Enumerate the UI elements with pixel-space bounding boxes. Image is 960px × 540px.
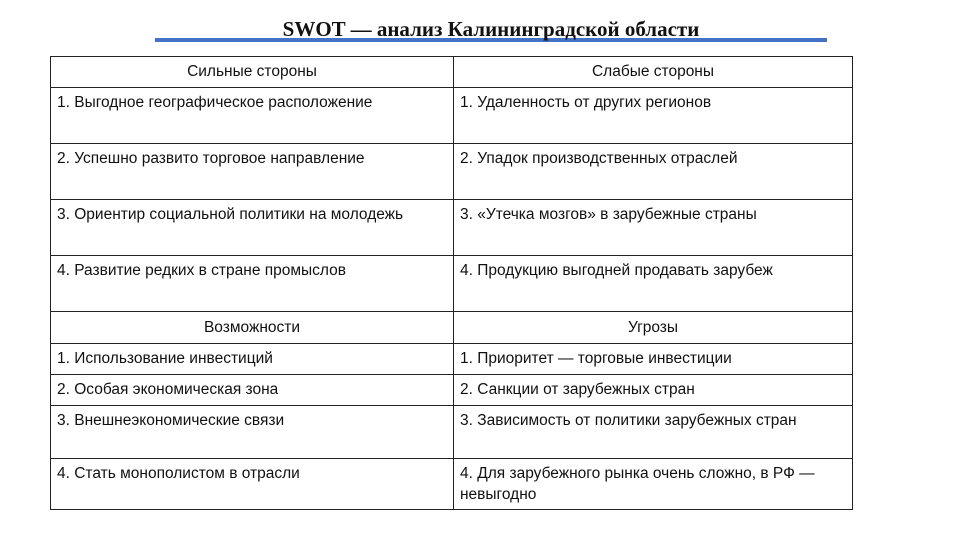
table-row <box>51 375 853 406</box>
opportunity-item: 1. Использование инвестиций <box>51 344 454 375</box>
opportunity-item: 4. Стать монополистом в отрасли <box>51 459 454 510</box>
weakness-item: 1. Удаленность от других регионов <box>454 88 853 144</box>
weakness-item: 2. Упадок производственных отраслей <box>454 144 853 200</box>
strength-item: 2. Успешно развито торговое направление <box>51 144 454 200</box>
threat-item: 2. Санкции от зарубежных стран <box>454 375 853 406</box>
strengths-header: Сильные стороны <box>51 57 454 88</box>
weaknesses-header: Слабые стороны <box>454 57 853 88</box>
weakness-item: 4. Продукцию выгодней продавать зарубеж <box>454 256 853 312</box>
strength-item: 1. Выгодное географическое расположение <box>51 88 454 144</box>
swot-table <box>50 56 853 510</box>
table-row <box>51 88 853 144</box>
table-row <box>51 406 853 459</box>
threat-item: 4. Для зарубежного рынка очень сложно, в РФ — невыгодно <box>454 459 853 510</box>
table-header-row <box>51 312 853 344</box>
table-header-row <box>51 57 853 88</box>
weakness-item: 3. «Утечка мозгов» в зарубежные страны <box>454 200 853 256</box>
threat-item: 1. Приоритет — торговые инвестиции <box>454 344 853 375</box>
slide-title: SWOT — анализ Калининградской области <box>155 14 827 42</box>
table-row <box>51 256 853 312</box>
threat-item: 3. Зависимость от политики зарубежных стран <box>454 406 853 459</box>
strength-item: 3. Ориентир социальной политики на молодежь <box>51 200 454 256</box>
table-row <box>51 344 853 375</box>
threats-header: Угрозы <box>454 312 853 344</box>
opportunity-item: 3. Внешнеэкономические связи <box>51 406 454 459</box>
opportunities-header: Возможности <box>51 312 454 344</box>
table-row <box>51 144 853 200</box>
strength-item: 4. Развитие редких в стране промыслов <box>51 256 454 312</box>
table-row <box>51 459 853 510</box>
opportunity-item: 2. Особая экономическая зона <box>51 375 454 406</box>
table-row <box>51 200 853 256</box>
